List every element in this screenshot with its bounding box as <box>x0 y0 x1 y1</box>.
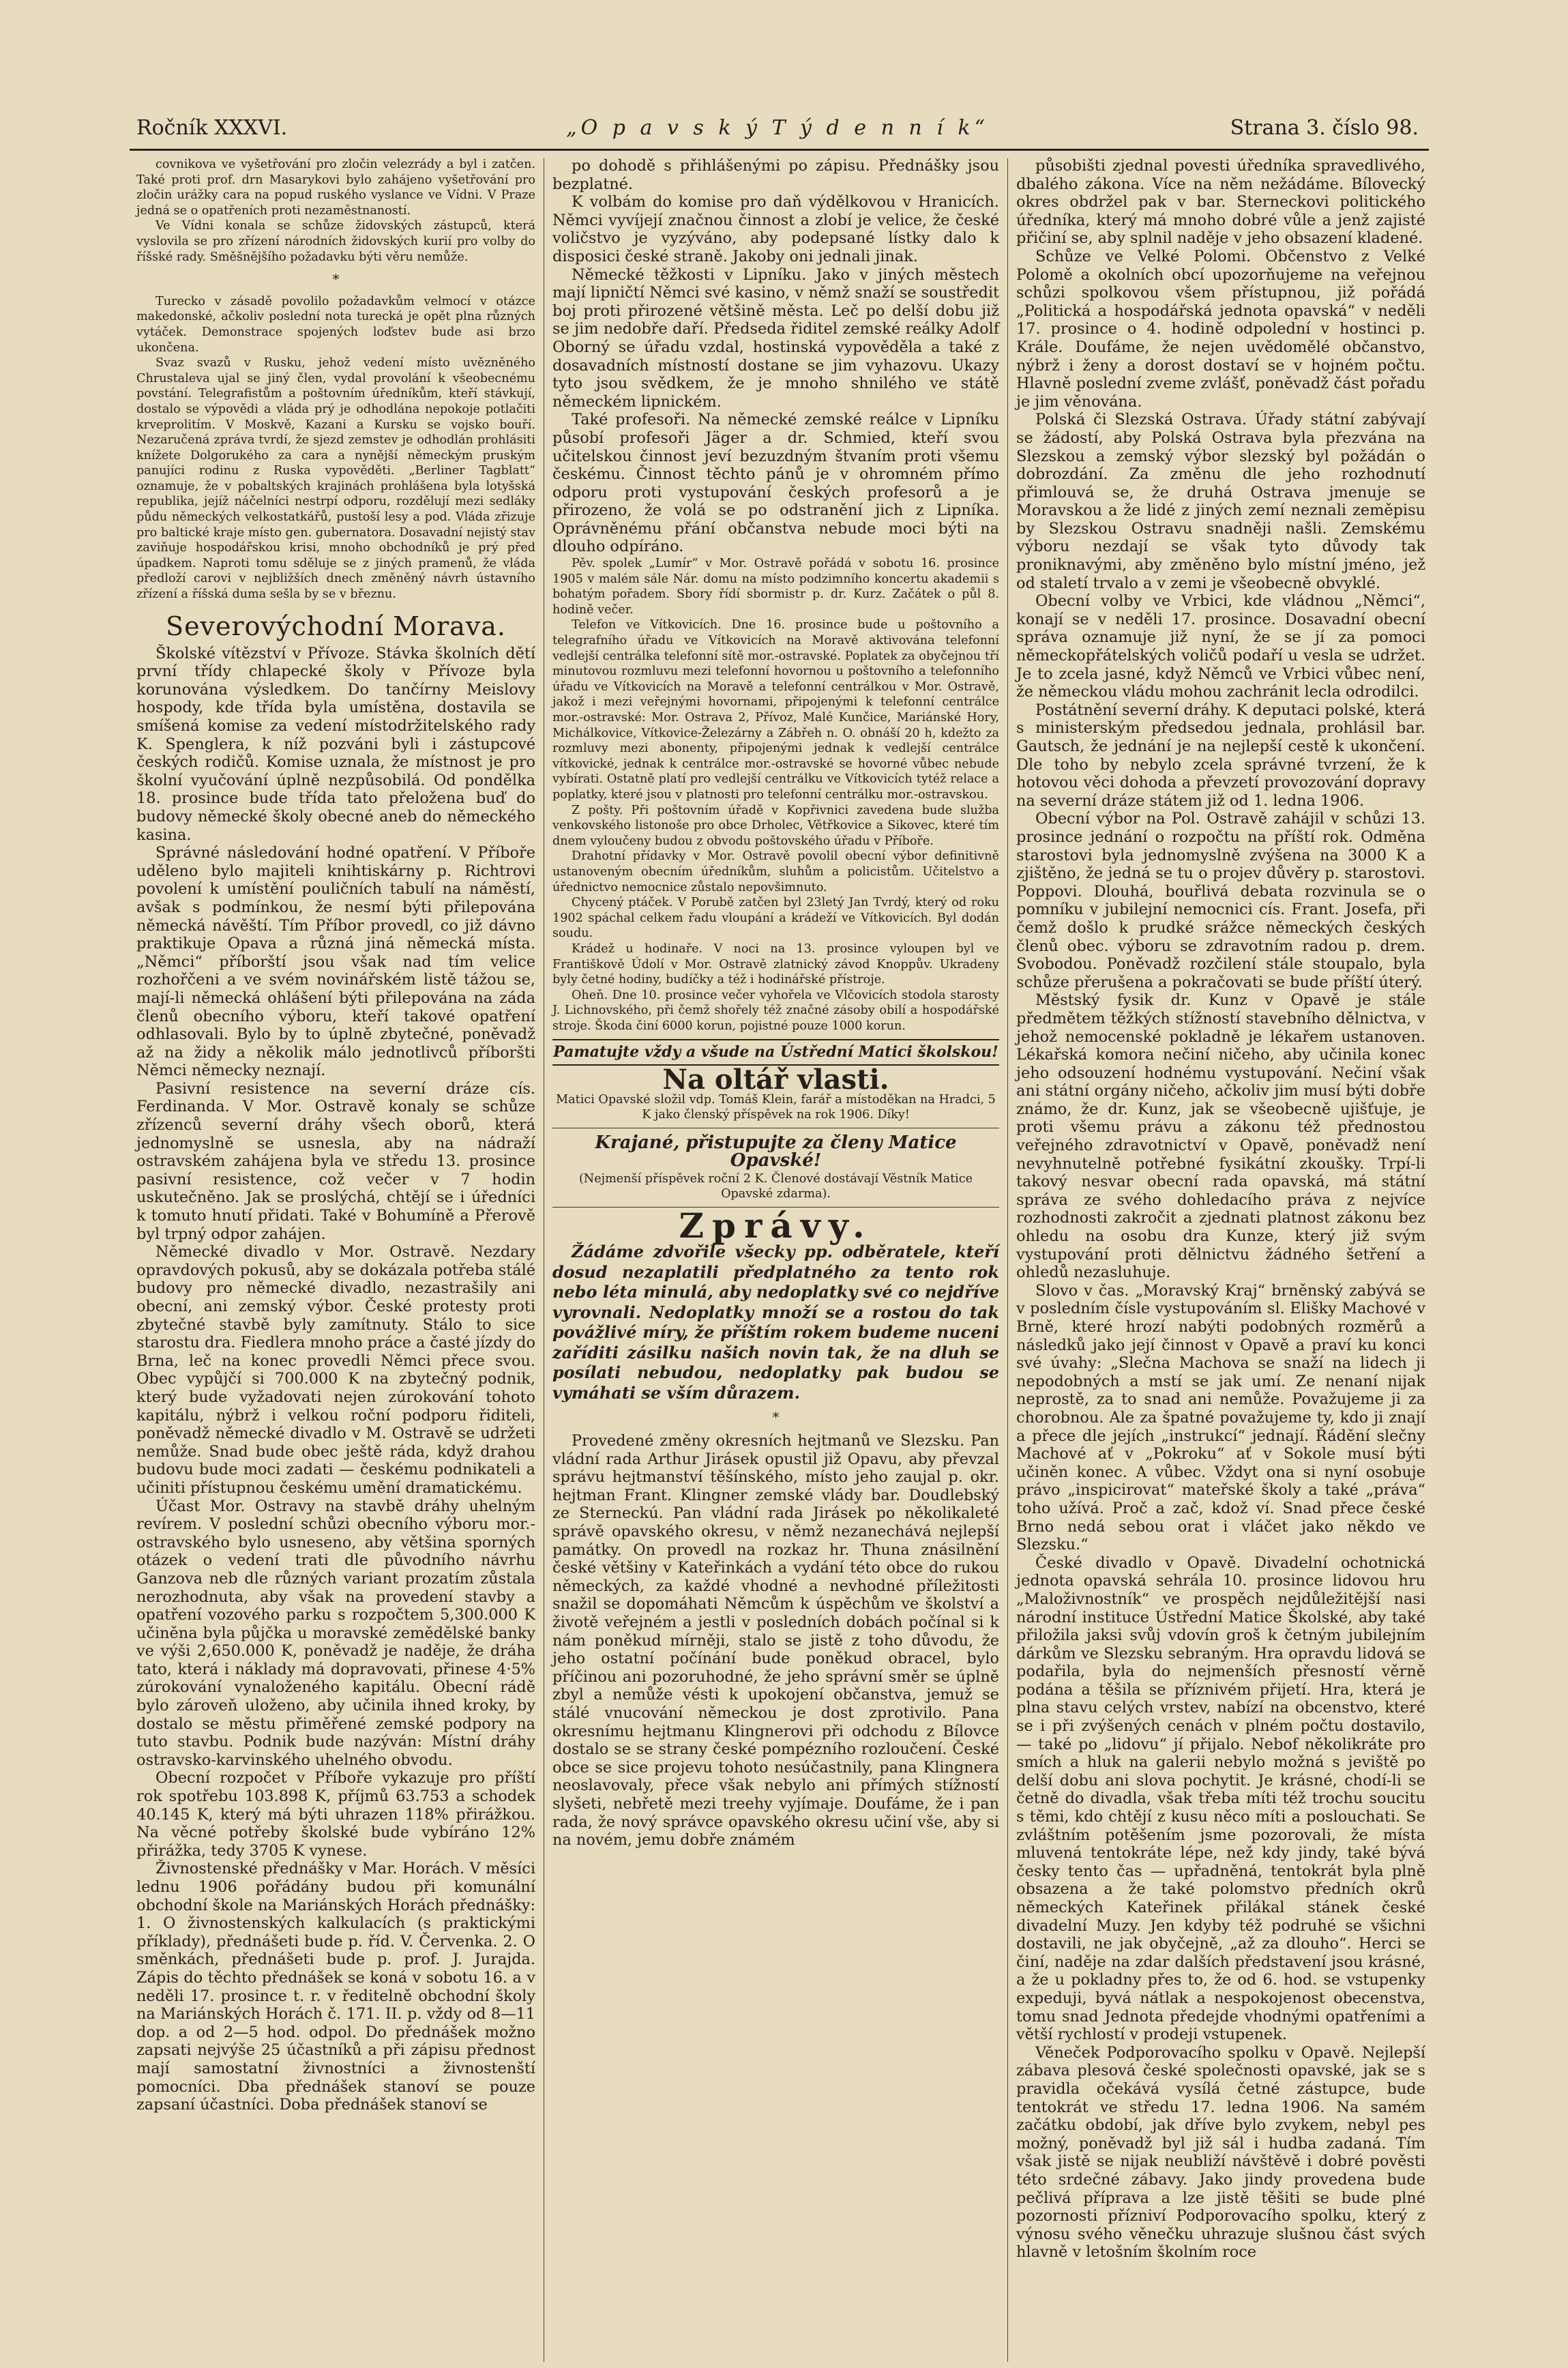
krajane-note: (Nejmenší příspěvek roční 2 K. Členové dostávají Věstník Matice Opavské zdarma). <box>578 1171 973 1201</box>
article: Městský fysik dr. Kunz v Opavě je stále předmětem těžkých stížností stavebního dělnictva, v jehož nemocenské pokladně je lékařem ustanoven. Lékařská komora nečiní ničeho, aby učinila konec jeho odsouzení hodnému vystupování. Nečiní však ani státní orgány ničeho, ačkoliv jim musí býti dobře známo, že dr. Kunz, jak se všeobecně ujišťuje, je proti všemu právu a zákonu též přednostou veřejného zdravotnictví v Opavě, poněvadž není nevyhnutelně potřebné fysikátní zkoušky. Trpí-li takový nesvar obecní rada opavská, má státní správa ze svého dohledacího práva z nejvíce rozhodnosti zakročit a zjednati platnost zákonu bez ohledu na osobu dra Kunze, který již svým vystupování proti dělnictvu žádného šetření a ohledů nezasluhuje. <box>1016 991 1425 1282</box>
newspaper-title: „O p a v s k ý T ý d e n n í k“ <box>566 116 989 140</box>
article: Oheň. Dne 10. prosince večer vyhořela ve Vlčovicích stodola starosty J. Lichnovského, při čemž shořely též značné zásoby obilí a hospodářské stroje. Škoda činí 6000 korun, pojistné pouze 1000 korun. <box>552 988 999 1033</box>
article: K volbám do komise pro daň výdělkovou v Hranicích. Němci vyvíjejí značnou činnost a zlobí je velice, že české voličstvo je vyzýváno, aby podepsané lístky dalo k disposici české straně. Jakoby oni jednali jinak. <box>552 193 999 265</box>
column-divider-2 <box>1007 158 1008 2362</box>
separator-star: * <box>332 271 340 288</box>
article: Krádež u hodinaře. V noci na 13. prosince vyloupen byl ve Františkově Údolí v Mor. Ostravě zlatnický závod Knoppův. Ukradeny byly četné hodiny, budíčky a též i hodinářské přístroje. <box>552 941 999 987</box>
article: působišti zjednal povesti úředníka spravedlivého, dbalého zákona. Více na něm nežádáme. Bílovecký okres obdržel pak v bar. Sterneckovi politického úředníka, který má mnoho dobré vůle a jenž zajisté přičiní se, aby splnil naděje v jeho obsazení kladené. <box>1016 157 1425 248</box>
article: Obecní rozpočet v Příboře vykazuje pro příští rok spotřebu 103.898 K, příjmů 63.753 a schodek 40.145 K, který má býti uhrazen 118% přirážkou. Na věcné potřeby školské bude vybíráno 12% přirážka, tedy 3705 K vynese. <box>136 1769 535 1860</box>
article: Německé těžkosti v Lipníku. Jako v jiných městech mají lipničtí Němci své kasino, v němž snaží se soustředit boj proti přirozené většině města. Leč po delší dobu již se jim nedobře daří. Předseda řiditel zemské reálky Adolf Oborný se úřadu vzdal, hostinská vypověděla a také z dosavadních místností dostane se jim vyhazovu. Ukazy tyto jsou svědkem, že je mnoho shnilého ve státě německém lipnickém. <box>552 265 999 411</box>
article: Pěv. spolek „Lumír“ v Mor. Ostravě pořádá v sobotu 16. prosince 1905 v malém sále Nár. domu na místo podzimního koncertu akademii s bohatým pořadem. Sbory řídí sbormistr p. dr. Kurz. Začátek o půl 8. hodině večer. <box>552 557 999 617</box>
article: Schůze ve Velké Polomi. Občenstvo z Velké Polomě a okolních obcí upozorňujeme na veřejnou schůzi spolkovou všem přístupnou, již pořádá „Politická a hospodářská jednota opavská“ v neděli 17. prosince o 4. hodině odpolední v hostinci p. Krále. Doufáme, že nejen uvědomělé občanstvo, nýbrž i ženy a dorost dostaví se v hojném počtu. Hlavně poslední zveme zvlášť, poněvadž část pořadu je jim věnována. <box>1016 247 1425 411</box>
subscriber-appeal: Žádáme zdvořile všecky pp. odběratele, kteří dosud nezaplatili předplatného za tento rok nebo léta minulá, aby nedoplatky své co nejdříve vyrovnali. Nedoplatky množí se a rostou do tak povážlivé míry, že příštím rokem budeme nuceni zaříditi zásilku našich novin tak, že na dluh se posílati nebudou, nedoplatky pak budou se vymáhati se vším důrazem. <box>552 1242 999 1403</box>
column-3 <box>1016 157 1425 2262</box>
article: Chycený ptáček. V Porubě zatčen byl 23letý Jan Tvrdý, který od roku 1902 spáchal celkem řadu vloupání a krádeží ve Vítkovicích. Byl dodán soudu. <box>552 896 999 941</box>
article: covnikova ve vyšetřování pro zločin velezrády a byl i zatčen. Také proti prof. drn Masarykovi bylo zahájeno vyšetřování pro zločin urážky cara na popud ruského vyslance ve Vídni. V Praze jedná se o opatřeních proti nezaměstnaností. <box>136 158 535 218</box>
article: Provedené změny okresních hejtmanů ve Slezsku. Pan vládní rada Arthur Jirásek opustil již Opavu, aby převzal správu hejtmanství těšínského, místo jeho zaujal p. okr. hejtman Frant. Klingner zemské vlády bar. Doudlebský ze Sterneckú. Pan vládní rada Jirásek po několikaleté správě opavského okresu, v němž nezanechává nejlepší památky. On provedl na rozkaz hr. Thuna znásilnění české většiny v Kateřinkách a vydání této obce do rukou německých, za každé vhodné a nevhodné příležitosti snažil se dopomáhati Němcům k úspěchům ve školství a životě veřejném a jestli v posledních dobách počínal si k nám poněkud mírněji, stalo se jistě z toho důvodu, že jeho ostatní počínání bude poněkud obracel, bylo příčinou ani pozoruhodné, že jeho správní směr se úplně zbyl a nemůže vésti k upokojení občanstva, jemuž se stálé vnucování německou je dost zprotivilo. Pana okresnímu hejtmanu Klingnerovi při odchodu z Bílovce dostalo se se strany české pompézního rozloučení. České obce se sice projevu tohoto nesúčastnily, pana Klingnera neoslavovaly, přece však nebylo ani přímých stížností slyšeti, nebřetě mezi treehy vyjímaje. Doufáme, že i pan rada, že nový správce opavského okresu učiní vše, aby si na novém, jemu dobře známém <box>552 1432 999 1850</box>
page-header <box>136 102 1419 143</box>
separator-star: * <box>772 1409 780 1426</box>
article: Německé divadlo v Mor. Ostravě. Nezdary opravdových pokusů, aby se dokázala potřeba stálé budovy pro německé divadlo, nezastrašily ani obecní, ani zemský výbor. České protesty proti zbytečné stavbě byly zamítnuty. Stálo to sice starostu dra. Fiedlera mnoho práce a časté jízdy do Brna, leč na konec provedli Němci přece svou. Obec vypůjčí si 700.000 K na zbytečný podnik, který bude vyžadovati nejen zúrokování tohoto kapitálu, nýbrž i velkou roční podporu řiditeli, poněvadž německé divadlo v M. Ostravě se udržeti nemůže. Snad bude obec ještě ráda, když drahou budovu bude moci zadati — českému podnikateli a učiniti přístupnou českému umění dramatickému. <box>136 1243 535 1497</box>
article: Účast Mor. Ostravy na stavbě dráhy uhelným revírem. V poslední schůzi obecního výboru mor.-ostravského bylo usneseno, aby většina sporných otázek o vedení trati dle původního návrhu Ganzova neb dle různých variant prozatím zůstala nerozhodnuta, aby však na provedení stavby a opatření vozového parku s rozpočtem 5,300.000 K učiněna byla půjčka u moravské zemědělské banky ve výši 2,650.000 K, poněvadž je naděje, že dráha tato, která i náklady má dopravovati, přinese 4·5% zúrokování vynaloženého kapitálu. Obecní rádě bylo zároveň uloženo, aby učinila ihned kroky, by dostalo se městu přiměřené zemské podpory na tuto stavbu. Podnik bude nazýván: Místní dráhy ostravsko-karvinského uhelného obvodu. <box>136 1497 535 1769</box>
column-1 <box>136 157 535 2114</box>
article: Telefon ve Vítkovicích. Dne 16. prosince bude u poštovního a telegrafního úřadu ve Vítkovicích na Moravě aktivována telefonní vedlejší centrálka telefonní sítě mor.-ostravské. Poplatek za obyčejnou tří minutovou rozmluvu mezi telefonní hovornou u poštovního a telefonního úřadu ve Vítkovicích na Moravě a telefonní centrálkou v Mor. Ostravě, jakož i mezi veřejnými hovornami, připojenými k telefonní centrálce mor.-ostravské: Mor. Ostrava 2, Přívoz, Malé Kunčice, Mariánské Hory, Michálkovice, Vítkovice-Železárny a Zábřeh n. O. obnáší 20 h, kdežto za rozmluvy mezi abonenty, připojenými jednak k vedlejší centrálce vítkovické, jednak k centrálce mor.-ostravské se hovorné vůbec nebude vybírati. Ostatně platí pro vedlejší centrálku ve Vítkovicích tytéž relace a poplatky, které jsou v platnosti pro telefonní centrálku mor.-ostravskou. <box>552 618 999 802</box>
article: Slovo v čas. „Moravský Kraj“ brněnský zabývá se v posledním čísle vystupováním sl. Elišky Machové v Brně, které hrozí nabýti podobných rozměrů a následků jako její činnost v Opavě a praví ku konci své úvahy: „Slečna Machova se snaží na lidech ji nepodobných a mstí se jak umí. Ze nenaní nijak neprostě, za to snad ani nemůže. Považujeme ji za chorobnou. Ale za špatné považujeme ty, kdo ji znají a přece dle jejích „instrukcí“ jednají. Řádění slečny Machové ať v „Pokroku“ ať v Sokole musí býti učiněn konec. A vůbec. Vždyt ona si nyní osobuje právo „inspicirovat“ mateřské školy a také „práva“ toho užívá. Proč a zač, kdož ví. Snad přece české Brno nedá sebou orat i vláčet jako někdo ve Slezsku.“ <box>1016 1281 1425 1554</box>
header-rule <box>130 149 1429 151</box>
article: Drahotní přídavky v Mor. Ostravě povolil obecní výbor definitivně ustanoveným obecním úředníkům, sluhům a policistům. Učitelstvo a úřednictvo nemocnice zůstalo nepovšimnuto. <box>552 849 999 894</box>
zpravy-heading: Zprávy. <box>679 1205 873 1246</box>
article: Obecní výbor na Pol. Ostravě zahájil v schůzi 13. prosince jednání o rozpočtu na příští rok. Odměna starostovi byla jednomyslně zvýšena na 3000 K a zjištěno, že jedná se tu o projev důvěry p. starostovi. Poppovi. Dlouhá, bouřlivá debata rozvinula se o pomníku v jubilejní nemocnici cís. Frant. Josefa, při čemž došlo k prudké srážce německých českých členů obec. výboru se zdravotním radou p. drem. Svobodou. Poněvadž rozčilení stále stoupalo, byla schůze přerušena a pokračovati se bude příští úterý. <box>1016 810 1425 991</box>
article: Turecko v zásadě povolilo požadavkům velmocí v otázce makedonské, ačkoliv poslední nota turecká je opět plna různých vytáček. Demonstrace spojených loďstev bude asi brzo ukončena. <box>136 294 535 355</box>
article: Svaz svazů v Rusku, jehož vedení místo uvězněného Chrustaleva ujal se jiný člen, vydal provolání k všeobecnému povstání. Telegrafistům a poštovním úředníkům, kteří stávkují, dostalo se výpovědi a vláda prý je odhodlána nepokoje potlačiti krveprolitím. V Moskvě, Kazani a Kursku se vojsko bouří. Nezaručená zpráva tvrdí, že sjezd zemstev je odhodlán prohlásiti knížete Dolgorukého za cara a nynější německým pruským panujíci rodinu z Ruska vypověděti. „Berliner Tagblatt“ oznamuje, že v pobaltských krajinách prohlášena byla lotyšská republika, jejíž náčelníci nestrpí odporu, rozdělují mezi sedláky půdu německých velkostatkářů, pustoší lesy a pod. Vláda zřizuje pro baltické kraje místo gen. gubernatora. Dosavadní nejistý stav zaviňuje hospodářskou krisi, mnoho obchodníků je prý před úpadkem. Naproti tomu sděluje se z jiných pramenů, že vláda předloží carovi v nejbližších dnech změněný návrh ústavního zřízení a říšská duma sešla by se v březnu. <box>136 356 535 602</box>
article: Pasivní resistence na severní dráze cís. Ferdinanda. V Mor. Ostravě konaly se schůze zřízenců severní dráhy všech oborů, která jednomyslně se usnesla, aby na nádraží ostravském zahájena byla ve středu 13. prosince pasivní resistence, což večer v 7 hodin uskutečněno. Jak se proslýchá, chtějí se i úředníci k tomuto hnutí přidati. Také v Bohumíně a Přerově byl trpný odpor zahájen. <box>136 1079 535 1243</box>
article: Ve Vídni konala se schůze židovských zástupců, která vyslovila se pro zřízení národních židovských kurií pro volby do říšské rady. Směšnějšího požadavku býti věru nemůže. <box>136 219 535 264</box>
article: Obecní volby ve Vrbici, kde vládnou „Němci“, konají se v neděli 17. prosince. Dosavadní obecní správa oznamuje již nyní, že se jí za pomoci německopřátelských voličů podaří u vesla se udržet. Je to zcela jasné, když Němců ve Vrbici vůbec není, že německou vládu mohou zachránit lecla odrodilci. <box>1016 592 1425 701</box>
article: Živnostenské přednášky v Mar. Horách. V měsíci lednu 1906 pořádány budou při komunální obchodní škole na Mariánských Horách přednášky: 1. O živnostenských kalkulacích (s praktickými příklady), přednášeti bude p. říd. V. Červenka. 2. O směnkách, přednášeti bude p. prof. J. Jurajda. Zápis do těchto přednášek se koná v sobotu 16. a v neděli 17. prosince t. r. v ředitelně obchodní školy na Mariánských Horách č. 171. II. p. vždy od 8—11 dop. a od 2—5 hod. odpol. Do přednášek možno zapsati nejvýše 25 účastníků a při zápisu přednost mají samostatní živnostníci a živnostenští pomocníci. Dba přednášek stanoví se pouze zapsaní účastníci. Doba přednášek stanoví se <box>136 1860 535 2114</box>
page-number: Strana 3. číslo 98. <box>1230 116 1419 140</box>
article: České divadlo v Opavě. Divadelní ochotnická jednota opavská sehrála 10. prosince lidovou hru „Maloživnostník“ ve prospěch nejdůležitější nasi národní instituce Ústřední Matice Školské, aby také přiložila jaksi svůj vdovín groš k četným jubilejním dárkům ve Slezsku sebraným. Hra opravdu lidová se podařila, byla do nejmenších přesností věrně podána a těšila se příznivém přijetí. Hra, která je plna stavu celých vrstev, nabízí na obcenstvo, které se i při zvýšených cenách v plném počtu dostavilo, — také po „lidovu“ jí přijalo. Nebof několikráte pro smích a hluk na galerii nebylo možná s jeviště po delší dobu ani slova pochytit. Je krásné, chodí-li se četně do divadla, však třeba míti též trochu soucitu s těmi, kdo chtějí z kusu něco míti a poslouchati. Se zvláštním potěšením jsme pozorovali, že místa mluvená tentokráte lépe, než kdy jindy, také bývá česky tento čas — upřadněná, tentokrát byla plně obsazena a že také polomstvo předních okrů německých Kateřinek přilákal stánek české divadelní Muzy. Jen kdyby též podruhé se všichni dostavili, ne jak obyčejně, „až za dlouho“. Herci se činí, naděje na zdar dalších představení jsou krásné, a že u pokladny přes to, že od 6. hod. se vstupenky expeduji, byvá nátlak a nespokojenost obecenstva, tomu snad Jednota předejde vhodnými opatřeními a větší rychlostí v prodeji vstupenek. <box>1016 1553 1425 2044</box>
oltar-title: Na oltář vlasti. <box>662 1064 889 1096</box>
column-2 <box>552 157 999 1850</box>
article: Věneček Podporovacího spolku v Opavě. Nejlepší zábava plesová české společnosti opavské, jak se s pravidla očekává vysílá četné zástupce, bude tentokrát ve středu 17. ledna 1906. Na samém začátku období, jak dříve bylo zvykem, nebyl pes možný, poněvadž byl již sál i hudba zadaná. Tím však jistě se nijak neubliží návštěvě i dobré pověsti této srdečné zábavy. Jako jindy provedena bude pečlivá příprava a lze jistě těšiti se bude plné pozornosti přízniví Podporovacího spolku, který z výnosu svého věnečku uhrazuje slušnou část svých hlavně v letošním školním roce <box>1016 2043 1425 2262</box>
section-title: Severovýchodní Morava. <box>166 611 506 641</box>
article: Také profesoři. Na německé zemské reálce v Lipníku působí profesoři Jäger a dr. Schmied, kteří svou učitelskou činnost jeví bezuzdným štvaním proti všemu českému. Činnost těchto pánů je v ohromném přímo odporu proti vystupování českých profesorů a je přirozeno, že volá se po odstranění jich z Lipníka. Oprávněnému přání občanstva nebude moci býti na dlouho odpíráno. <box>552 411 999 556</box>
article: Školské vítězství v Přívoze. Stávka školních dětí první třídy chlapecké školy v Přívoze byla korunována výsledkem. Do tančírny Meislovy hospody, kde třída byla umístěna, dostavila se smíšená komise za vedení místodržitelského rady K. Spenglera, k níž pozváni byli i zástupcové českých rodičů. Komise uznala, že místnost je pro školní vyučování úplně nezpůsobilá. Od pondělka 18. prosince bude třída tato přeložena buď do budovy německé školy obecné aneb do německého kasina. <box>136 644 535 844</box>
krajane-banner: Krajané, přistupujte za členy Matice Opavské! <box>595 1132 957 1171</box>
oltar-text: Matici Opavské složil vdp. Tomáš Klein, farář a místoděkan na Hradci, 5 K jako členský příspěvek na rok 1906. Díky! <box>556 1092 996 1122</box>
volume-label: Ročník XXXVI. <box>136 116 288 140</box>
matice-banner: Pamatujte vždy a všude na Ústřední Matici školskou! <box>552 1039 999 1066</box>
article: Z pošty. Při poštovním úřadě v Kopřivnici zavedena bude služba venkovského listonoše pro obce Drholec, Větřkovice a Sikovec, které tím dnem vyloučeny budou z obvodu poštovského úřadu v Příboře. <box>552 803 999 848</box>
article: Polská či Slezská Ostrava. Úřady státní zabývají se žádostí, aby Polská Ostrava byla přezvána na Slezskou a zemský výbor slezský byl požádán o dobrozdání. Za změnu dle jeho rozhodnutí přimlouvá se, že druhá Ostrava jmenuje se Moravskou a že lidé z jiných zemí neznali zeměpisu by Slezskou Ostravu snadněji našli. Zemskému výboru nezdají se však tyto důvody tak proniknavými, aby změněno bylo místní jméno, jež od staletí trvalo a v zemi je všeobecně obvyklé. <box>1016 411 1425 592</box>
article: po dohodě s přihlášenými po zápisu. Přednášky jsou bezplatné. <box>552 157 999 193</box>
article: Postátnění severní dráhy. K deputaci polské, která s ministerským předsedou jednala, prohlásil bar. Gautsch, že jednání je na nejlepší cestě k ukončení. Dle toho by nebylo zcela správné tvrzení, že k hotovou věci dohoda a převzetí provozování dopravy na severní dráze státem již od 1. ledna 1906. <box>1016 701 1425 810</box>
article: Správné následování hodné opatření. V Příboře uděleno bylo majiteli knihtiskárny p. Richtrovi povolení k umístění pouličních tabulí na náměstí, avšak s podmínkou, že nesmí býti přilepována německá návěští. Tím Příbor provedl, co již dávno praktikuje Opava a různá jiná německá místa. „Němci“ příborští jsou však nad tím velice rozhořčeni a ve svém novinářském listě tážou se, mají-li německá ohlášení býti přilepována na záda členů obecního výboru, kteří takové opatření odhlasovali. Bylo by to úplně zbytečné, poněvadž až na židy a několik málo jednotlivců příboršti Němci německy neznají. <box>136 844 535 1080</box>
